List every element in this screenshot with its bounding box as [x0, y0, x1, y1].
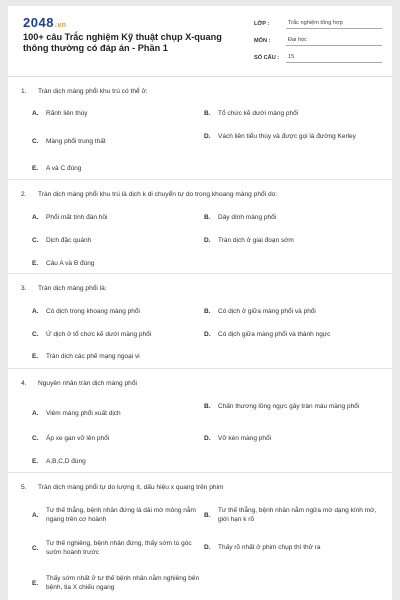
option-letter: E. — [32, 165, 39, 172]
logo-main: 2048 — [23, 15, 54, 30]
option-text: Dày dính màng phổi — [218, 214, 277, 221]
header — [8, 6, 392, 76]
quiz-page — [8, 6, 392, 600]
option-text: Tổ chức kẽ dưới màng phổi — [218, 110, 299, 117]
question-text: Tràn dịch màng phổi là: — [38, 285, 107, 292]
page-title: 100+ câu Trắc nghiệm Kỹ thuật chụp X-quang thông thường có đáp án - Phần 1 — [23, 32, 222, 53]
option-text: Chấn thương lồng ngực gây tràn máu màng phổi — [218, 403, 360, 410]
option-letter: C. — [32, 331, 39, 338]
option-a[interactable] — [32, 506, 202, 524]
option-letter: D. — [204, 331, 211, 338]
option-letter: A. — [32, 214, 39, 221]
option-text: Tràn dịch ở giai đoạn sớm — [218, 237, 294, 244]
option-letter: D. — [204, 133, 211, 140]
meta-value: 15 — [286, 54, 382, 63]
option-text: Thấy sớm nhất ở tư thế bệnh nhân nằm nghiêng bên bệnh, tia X chiếu ngang — [46, 575, 200, 591]
option-text: Vỡ kén màng phổi — [218, 435, 272, 442]
question-stem — [21, 484, 224, 491]
option-b[interactable] — [204, 213, 379, 222]
option-d[interactable] — [204, 236, 379, 245]
option-a[interactable] — [32, 409, 202, 418]
option-a[interactable] — [32, 213, 202, 222]
question-stem — [21, 191, 277, 198]
option-text: Áp xe gan vỡ lên phổi — [46, 435, 110, 442]
option-e[interactable] — [32, 352, 202, 361]
option-text: Tràn dịch các phế mạng ngoại vi — [46, 353, 140, 360]
option-b[interactable] — [204, 307, 379, 316]
option-text: Câu A và B đúng — [46, 260, 95, 267]
option-letter: E. — [32, 458, 39, 465]
option-c[interactable] — [32, 434, 202, 443]
option-letter: B. — [204, 511, 211, 519]
option-letter: B. — [204, 110, 211, 117]
option-c[interactable] — [32, 137, 202, 146]
option-letter: B. — [204, 214, 211, 221]
option-letter: C. — [32, 435, 39, 442]
question-divider — [8, 179, 392, 180]
option-letter: B. — [204, 308, 211, 315]
option-a[interactable] — [32, 307, 202, 316]
option-d[interactable] — [204, 330, 379, 339]
option-letter: A. — [32, 110, 39, 117]
question-number: 1. — [21, 88, 27, 95]
logo-suffix: .vn — [54, 22, 67, 29]
option-letter: D. — [204, 435, 211, 442]
option-c[interactable] — [32, 539, 202, 557]
option-b[interactable] — [204, 506, 379, 524]
option-text: A,B,C,D đúng — [46, 458, 86, 465]
option-a[interactable] — [32, 109, 202, 118]
option-text: Ứ dịch ở tổ chức kẽ dưới màng phổi — [46, 331, 152, 338]
option-c[interactable] — [32, 236, 202, 245]
meta-key: MÔN : — [254, 38, 271, 44]
question-number: 3. — [21, 285, 27, 292]
header-divider — [8, 76, 392, 77]
question-text: Tràn dịch màng phổi khu trú có thể ở: — [38, 88, 148, 95]
question-number: 4. — [21, 380, 27, 387]
question-text: Tràn dịch màng phổi khu trú là dịch k di chuyển tự do trong khoang màng phổi do: — [38, 191, 278, 198]
meta-info — [254, 16, 382, 67]
option-letter: D. — [204, 237, 211, 244]
option-text: Dịch đặc quánh — [46, 237, 92, 244]
option-d[interactable] — [204, 543, 379, 552]
option-text: Vách liên tiểu thùy và được gọi là đường Kerley — [218, 133, 356, 140]
option-text: A và C đúng — [46, 165, 82, 172]
question-stem — [21, 88, 148, 95]
option-e[interactable] — [32, 574, 202, 592]
option-letter: C. — [32, 138, 39, 145]
option-text: Thấy rõ nhất ở phim chụp thì thở ra — [218, 544, 321, 551]
option-letter: D. — [204, 544, 211, 551]
site-logo[interactable] — [23, 15, 67, 30]
option-letter: B. — [204, 403, 211, 410]
option-d[interactable] — [204, 132, 379, 141]
option-text: Tư thế thẳng, bệnh nhân đứng là dải mờ mỏng nằm ngang trên cơ hoành — [46, 507, 196, 523]
option-d[interactable] — [204, 434, 379, 443]
option-b[interactable] — [204, 402, 379, 411]
option-e[interactable] — [32, 259, 202, 268]
option-e[interactable] — [32, 457, 202, 466]
question-stem — [21, 380, 137, 387]
option-text: Có dịch giữa màng phổi và thành ngực — [218, 331, 331, 338]
question-text: Nguyên nhân tràn dịch màng phổi — [38, 380, 137, 387]
meta-key: SỐ CÂU : — [254, 55, 280, 61]
option-text: Rãnh liên thùy — [46, 110, 88, 117]
option-letter: E. — [32, 353, 39, 360]
option-letter: A. — [32, 410, 39, 417]
question-number: 5. — [21, 484, 27, 491]
question-divider — [8, 368, 392, 369]
meta-row-count — [254, 50, 382, 63]
option-text: Có dịch trong khoang màng phổi — [46, 308, 140, 315]
option-e[interactable] — [32, 164, 202, 173]
option-text: Phổi mất tính đàn hồi — [46, 214, 108, 221]
question-divider — [8, 273, 392, 274]
option-text: Màng phổi trung thất — [46, 138, 106, 145]
option-text: Viêm màng phổi xuất dịch — [46, 410, 121, 417]
option-letter: E. — [32, 260, 39, 267]
question-stem — [21, 285, 107, 292]
option-text: Tư thế nghiêng, bệnh nhân đứng, thấy sớm tù góc sườn hoành trước — [46, 540, 192, 556]
option-letter: C. — [32, 544, 39, 552]
option-c[interactable] — [32, 330, 202, 339]
question-text: Tràn dịch màng phổi tự do lượng ít, dấu hiệu x quang trên phim — [38, 484, 224, 491]
option-text: Có dịch ở giữa màng phổi và phổi — [218, 308, 316, 315]
meta-value: Đại học — [286, 37, 382, 46]
option-letter: E. — [32, 579, 39, 587]
option-letter: A. — [32, 511, 39, 519]
meta-row-subject — [254, 33, 382, 46]
meta-row-class — [254, 16, 382, 29]
option-letter: A. — [32, 308, 39, 315]
option-text: Tư thế thẳng, bệnh nhân nằm ngửa mờ dạng kính mờ, giới hạn k rõ — [218, 507, 377, 523]
meta-value: Trắc nghiệm tổng hợp — [286, 20, 382, 29]
option-b[interactable] — [204, 109, 379, 118]
meta-key: LỚP : — [254, 21, 270, 27]
question-number: 2. — [21, 191, 27, 198]
option-letter: C. — [32, 237, 39, 244]
question-divider — [8, 472, 392, 473]
